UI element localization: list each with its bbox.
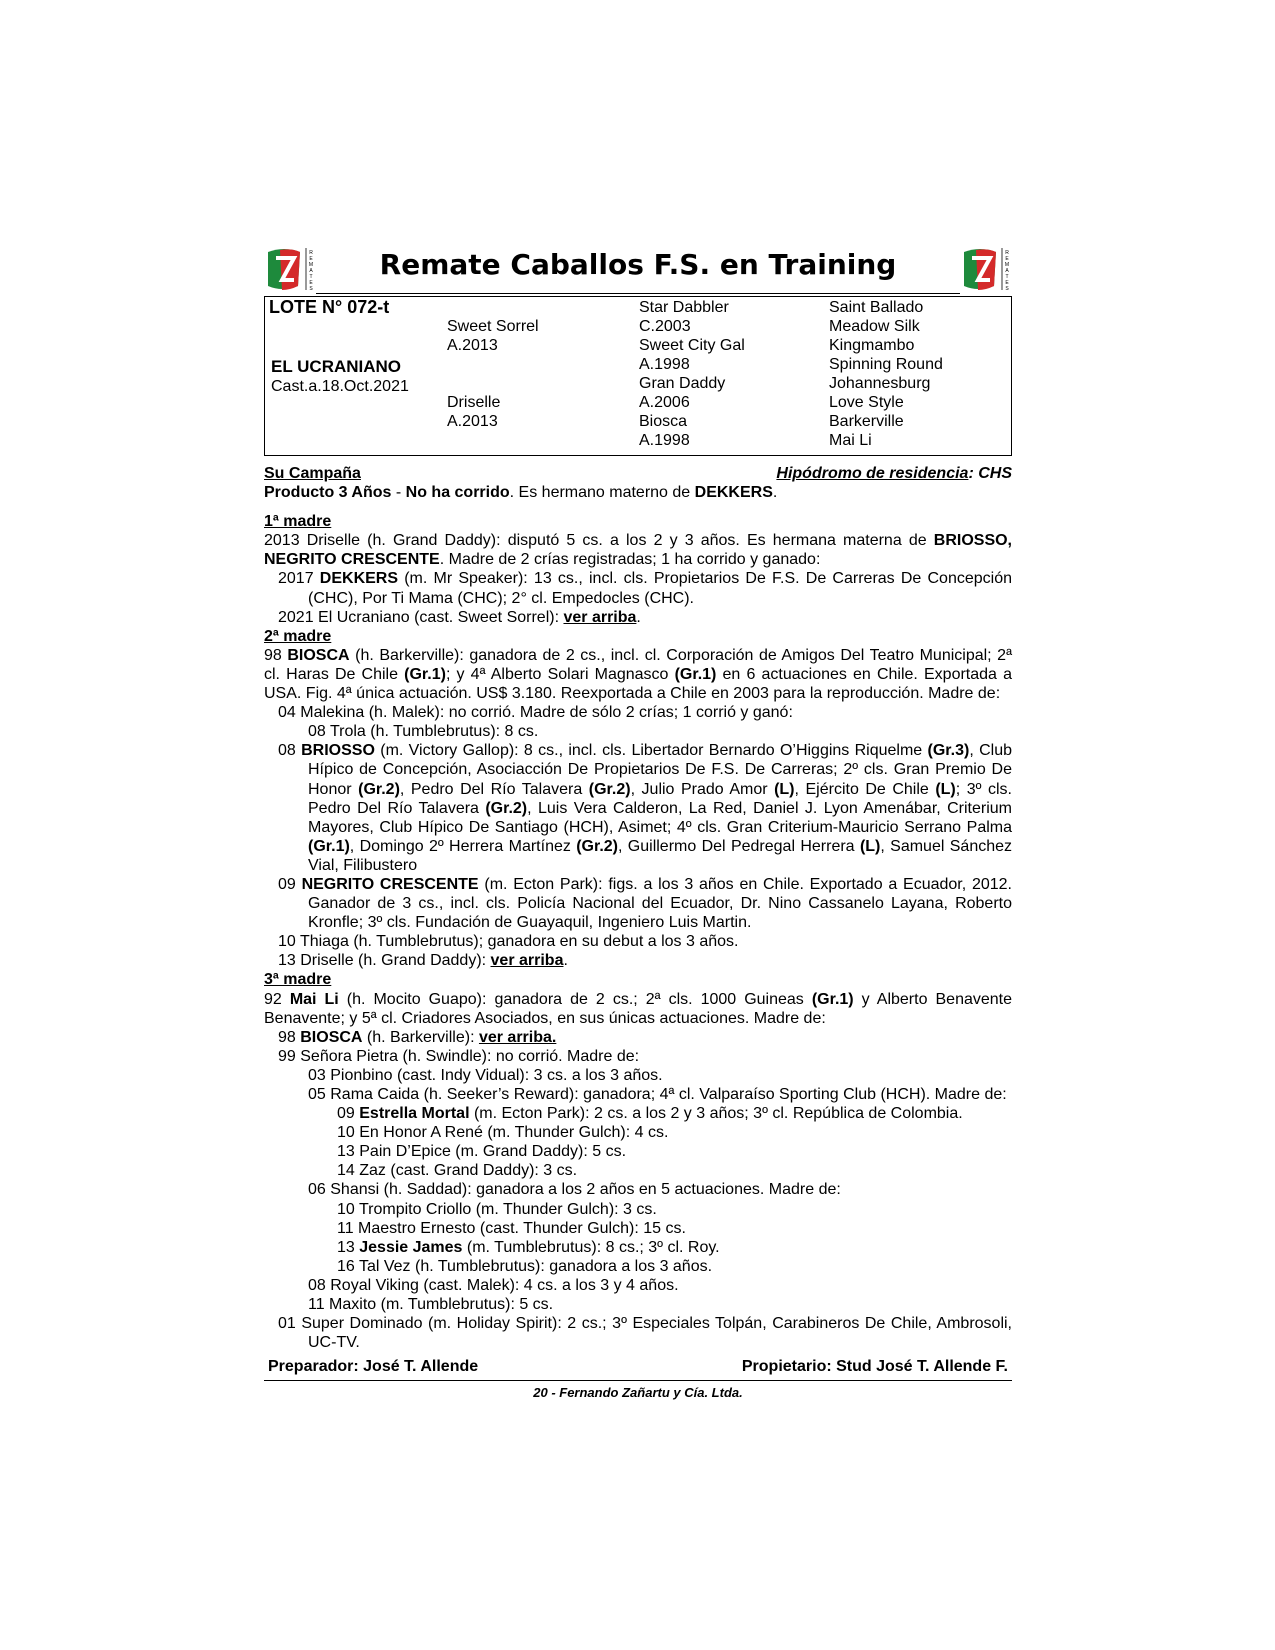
offspring-entry: 13 Pain D’Epice (m. Grand Daddy): 5 cs. [337, 1143, 627, 1161]
page-footer: 20 - Fernando Zañartu y Cía. Ltda. [533, 1385, 743, 1401]
text-run: 08 [278, 742, 302, 760]
text-run: 2017 [278, 570, 320, 588]
residence-track [776, 464, 1012, 483]
text-run: , Domingo 2º Herrera Martínez [349, 837, 577, 855]
text-run: (Gr.2) [588, 780, 631, 798]
header [264, 238, 1012, 296]
grandparent-4-year: A.1998 [639, 432, 690, 449]
offspring-entry [264, 569, 1012, 607]
text-run: 98 [264, 646, 288, 664]
document-page [264, 238, 1012, 1400]
offspring-entry: 99 Señora Pietra (h. Swindle): no corrió. Madre de: [278, 1047, 640, 1065]
lot-number: LOTE N° 072-t [269, 297, 390, 317]
text-run: (L) [935, 780, 956, 798]
text-run: , Pedro Del Río Talavera [399, 780, 589, 798]
svg-text:S: S [309, 286, 313, 292]
text-run: . Es hermano materno de [509, 484, 695, 502]
offspring-entry: 06 Shansi (h. Saddad): ganadora a los 2 años en 5 actuaciones. Madre de: [308, 1181, 841, 1199]
offspring-entry [264, 951, 1012, 970]
svg-text:T: T [1005, 274, 1009, 280]
section-heading: 2ª madre [264, 627, 332, 645]
text-run: (Gr.1) [811, 990, 854, 1008]
offspring-entry: 10 Thiaga (h. Tumblebrutus); ganadora en su debut a los 3 años. [278, 933, 739, 951]
grandparent-1: Star Dabbler [639, 299, 729, 316]
section-heading: 3ª madre [264, 971, 332, 989]
text-run: BIOSCA [287, 646, 350, 664]
residence-value: : CHS [968, 465, 1012, 482]
footer-row [264, 1358, 1012, 1376]
offspring-entry [264, 1028, 1012, 1047]
dam-year: A.2013 [447, 413, 498, 430]
horse-info: Cast.a.18.Oct.2021 [271, 378, 409, 395]
text-run: (Gr.1) [404, 665, 446, 683]
grandparent-2: Sweet City Gal [639, 337, 745, 354]
offspring-entry: 11 Maxito (m. Tumblebrutus): 5 cs. [308, 1296, 554, 1314]
text-run: - [391, 484, 406, 502]
offspring-entry: 08 Trola (h. Tumblebrutus): 8 cs. [308, 723, 539, 741]
text-run: , Luis Vera Calderon, La Red, Daniel J. Lyon Amenábar, Criterium Mayores, Club Hípico De Santiago (HCH), Asimet; 4º cls. Gran Criterium-Mauricio Serrano Palma [308, 799, 1012, 836]
text-run: , Ejército De Chile [794, 780, 936, 798]
svg-text:S: S [1005, 286, 1009, 292]
text-run: (m. Ecton Park): 2 cs. a los 2 y 3 años; 3º cl. República de Colombia. [469, 1105, 963, 1123]
sire: Sweet Sorrel [447, 318, 539, 335]
offspring-entry: 10 Trompito Criollo (m. Thunder Gulch): 3 cs. [337, 1200, 657, 1218]
offspring-entry [264, 875, 1012, 932]
svg-text:E: E [1005, 280, 1009, 286]
text-run: (h. Barkerville): [362, 1028, 479, 1046]
campaign-row [264, 464, 1012, 483]
svg-text:M: M [308, 262, 314, 268]
offspring-entry: 01 Super Dominado (m. Holiday Spirit): 2 cs.; 3º Especiales Tolpán, Carabineros De Chile, Ambrosoli, UC-TV. [278, 1315, 1012, 1352]
text-run: BIOSCA [300, 1028, 363, 1046]
text-run: , Samuel Sánchez Vial, Filibustero [308, 837, 1013, 874]
text-run: Mai Li [289, 990, 339, 1008]
dam: Driselle [447, 394, 501, 411]
offspring-entry: 11 Maestro Ernesto (cast. Thunder Gulch): 15 cs. [337, 1219, 686, 1237]
paragraph [264, 646, 1012, 703]
see-above-link[interactable]: ver arriba. [478, 1028, 557, 1046]
grandparent-1-year: C.2003 [639, 318, 691, 335]
svg-text:T: T [309, 274, 313, 280]
text-run: (m. Mr Speaker): 13 cs., incl. cls. Propietarios De F.S. De Carreras De Concepción (CHC), Por Ti Mama (CHC); 2° cl. Empedocles (CHC). [308, 570, 1013, 607]
text-run: (h. Mocito Guapo): ganadora de 2 cs.; 2ª cls. 1000 Guineas [338, 990, 812, 1008]
text-run: , Club Hípico de Concepción, Asociacción De Propietarios De F.S. De Carreras; 2º cls. Gran Premio De Honor [308, 742, 1012, 798]
svg-text:M: M [1004, 262, 1010, 268]
text-run: . [772, 484, 778, 502]
owner: Propietario: Stud José T. Allende F. [741, 1358, 1008, 1376]
great-grandparent: Love Style [829, 394, 904, 411]
campaign-status: No ha corrido [405, 484, 510, 502]
pedigree-box [264, 296, 1012, 456]
great-grandparent: Johannesburg [829, 375, 931, 392]
great-grandparent: Kingmambo [829, 337, 915, 354]
campaign-label: Su Campaña [264, 465, 361, 482]
text-run: ; y 4ª Alberto Solari Magnasco [445, 665, 675, 683]
text-run: (m. Tumblebrutus): 8 cs.; 3º cl. Roy. [462, 1238, 720, 1256]
text-run: . [563, 952, 568, 970]
sibling-name: DEKKERS [694, 484, 773, 502]
great-grandparent: Meadow Silk [829, 318, 920, 335]
offspring-entry: 10 En Honor A René (m. Thunder Gulch): 4 cs. [337, 1124, 669, 1142]
text-run: , Julio Prado Amor [630, 780, 775, 798]
grandparent-3: Gran Daddy [639, 375, 726, 392]
svg-text:A: A [1005, 268, 1009, 274]
text-run: 2013 Driselle (h. Grand Daddy): disputó 5 cs. a los 2 y 3 años. Es hermana materna de [264, 532, 934, 550]
great-grandparent: Saint Ballado [829, 299, 924, 316]
see-above-link[interactable]: ver arriba [563, 608, 637, 626]
text-run: . [636, 608, 641, 626]
body-text [264, 464, 1012, 1352]
text-run: (m. Victory Gallop): 8 cs., incl. cls. Libertador Bernardo O’Higgins Riquelme [374, 742, 928, 760]
text-run: (h. Barkerville): ganadora de 2 cs., incl. cl. Corporación de Amigos Del Teatro Municipal; 2ª cl. Haras De Chile [264, 646, 1012, 683]
offspring-entry [264, 1238, 1012, 1257]
text-run: (Gr.2) [485, 799, 528, 817]
svg-text:E: E [309, 280, 313, 286]
text-run: y Alberto Benavente Benavente; y 5ª cl. Criadores Asociados, en sus únicas actuaciones. Madre de: [264, 990, 1013, 1027]
svg-text:E: E [309, 256, 313, 262]
offspring-entry [264, 741, 1012, 875]
offspring-entry: 08 Royal Viking (cast. Malek): 4 cs. a los 3 y 4 años. [308, 1276, 679, 1294]
text-run: NEGRITO CRESCENTE [301, 875, 479, 893]
horse-name: EL UCRANIANO [271, 357, 402, 376]
paragraph [264, 531, 1012, 569]
offspring-entry: 04 Malekina (h. Malek): no corrió. Madre de sólo 2 crías; 1 corrió y ganó: [278, 704, 793, 722]
grandparent-4: Biosca [639, 413, 688, 430]
offspring-entry: 03 Pionbino (cast. Indy Vidual): 3 cs. a los 3 años. [308, 1066, 663, 1084]
residence-label: Hipódromo de residencia [776, 465, 969, 482]
svg-text:R: R [1005, 250, 1009, 256]
offspring-entry: 14 Zaz (cast. Grand Daddy): 3 cs. [337, 1162, 578, 1180]
text-run: (L) [774, 780, 795, 798]
text-run: (m. Ecton Park): figs. a los 3 años en Chile. Exportado a Ecuador, 2012. Ganador de 3 cs., incl. cls. Policía Nacional del Ecuador, Dr. Nino Cassanelo Layana, Roberto Kronfle; 3º cls. Fundación de Guayaquil, Ingeniero Luis Martin. [308, 875, 1012, 932]
text-run: (Gr.3) [927, 742, 970, 760]
great-grandparent: Spinning Round [829, 356, 943, 373]
offspring-entry: 05 Rama Caida (h. Seeker’s Reward): ganadora; 4ª cl. Valparaíso Sporting Club (HCH). Madre de: [308, 1086, 1007, 1103]
section-heading: 1ª madre [264, 513, 332, 531]
text-run: 09 [278, 875, 302, 893]
footer-rule [264, 1380, 1012, 1381]
text-run: ; 3º cls. Pedro Del Río Talavera [308, 780, 1013, 817]
text-run: 13 [337, 1238, 360, 1256]
text-run: . Madre de 2 crías registradas; 1 ha corrido y ganado: [439, 551, 821, 569]
svg-text:A: A [309, 268, 313, 274]
campaign-age: Producto 3 Años [264, 484, 392, 502]
page-title: Remate Caballos F.S. en Training [379, 248, 897, 281]
title-rule [316, 293, 960, 294]
text-run: BRIOSSO [301, 742, 375, 760]
text-run: 13 Driselle (h. Grand Daddy): [278, 952, 491, 970]
text-run: (Gr.2) [576, 837, 619, 855]
text-run: BRIOSSO, NEGRITO CRESCENTE [264, 532, 1012, 569]
campaign-summary [264, 483, 1012, 502]
text-run: 09 [337, 1105, 360, 1123]
text-run: 2021 El Ucraniano (cast. Sweet Sorrel): [278, 608, 564, 626]
text-run: Jessie James [359, 1238, 463, 1256]
text-run: 98 [278, 1028, 301, 1046]
text-run: (L) [859, 837, 881, 855]
great-grandparent: Barkerville [829, 413, 904, 430]
text-run: (Gr.1) [308, 837, 350, 855]
text-run: , Guillermo Del Pedregal Herrera [618, 837, 860, 855]
offspring-entry [264, 1104, 1012, 1123]
svg-text:E: E [1005, 256, 1009, 262]
text-run: (Gr.1) [674, 665, 717, 683]
grandparent-3-year: A.2006 [639, 394, 690, 411]
see-above-link[interactable]: ver arriba [490, 952, 564, 970]
text-run: DEKKERS [319, 570, 399, 588]
svg-text:R: R [309, 250, 313, 256]
grandparent-2-year: A.1998 [639, 356, 690, 373]
remates-logo-left [264, 246, 316, 292]
paragraph [264, 990, 1012, 1028]
offspring-entry [264, 608, 1012, 627]
text-run: 92 [264, 990, 290, 1008]
great-grandparent: Mai Li [829, 432, 872, 449]
sire-year: A.2013 [447, 337, 498, 354]
text-run: Estrella Mortal [359, 1105, 470, 1123]
text-run: en 6 actuaciones en Chile. Exportada a USA. Fig. 4ª única actuación. US$ 3.180. Reexportada a Chile en 2003 para la reproducción. Madre de: [264, 665, 1012, 703]
remates-logo-right [960, 246, 1012, 292]
trainer: Preparador: José T. Allende [268, 1358, 479, 1376]
offspring-entry: 16 Tal Vez (h. Tumblebrutus): ganadora a los 3 años. [337, 1257, 713, 1275]
text-run: (Gr.2) [358, 780, 400, 798]
